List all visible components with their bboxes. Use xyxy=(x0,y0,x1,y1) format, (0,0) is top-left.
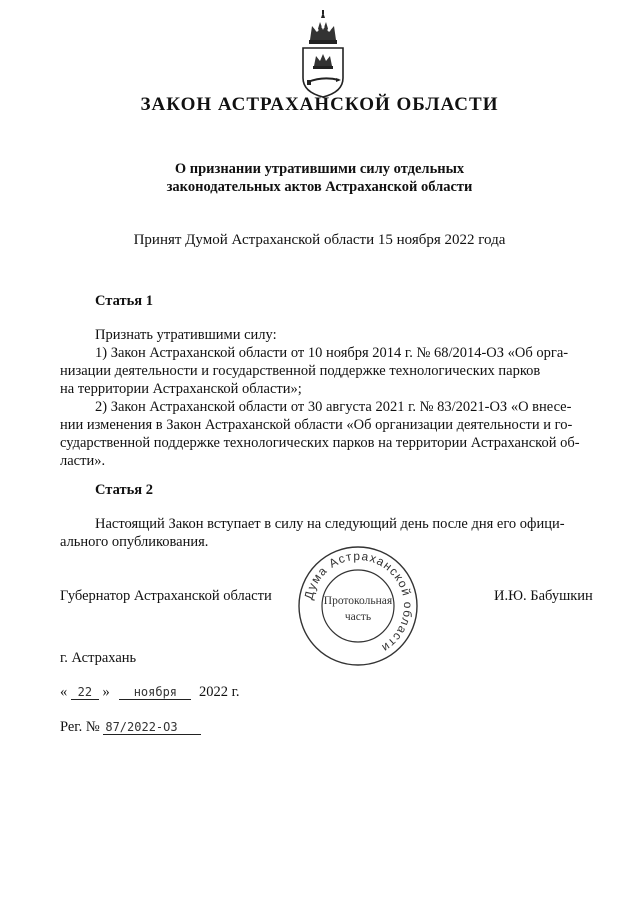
text-line: 2) Закон Астраханской области от 30 августа 2021 г. № 83/2021-ОЗ «О внесе- xyxy=(95,399,572,415)
signatory-name: И.Ю. Бабушкин xyxy=(494,588,593,604)
text-line: нии изменения в Закон Астраханской области «Об организации деятельности и го- xyxy=(60,417,573,433)
stamp-ring-text: Дума Астраханской области xyxy=(301,548,416,656)
text-line: Настоящий Закон вступает в силу на следующий день после дня его офици- xyxy=(95,516,565,532)
text-line: Признать утратившими силу: xyxy=(95,327,277,343)
text-line: на территории Астраханской области»; xyxy=(60,381,302,397)
stamp-center-text: Протокольная xyxy=(323,595,393,607)
registration-value: 87/2022-ОЗ xyxy=(103,720,201,735)
date-day: 22 xyxy=(71,685,99,700)
text-line: ального опубликования. xyxy=(60,534,209,550)
quote-open: « xyxy=(60,684,68,700)
text-line: 1) Закон Астраханской области от 10 ноября 2014 г. № 68/2014-ОЗ «Об орга- xyxy=(95,345,569,361)
article-1-heading: Статья 1 xyxy=(95,293,153,309)
law-subject-line: О признании утратившими силу отдельных xyxy=(174,161,465,177)
stamp-center-text: часть xyxy=(344,611,372,623)
law-subject xyxy=(0,160,639,196)
astrakhan-coat-of-arms-icon xyxy=(296,10,350,98)
signatory-position: Губернатор Астраханской области xyxy=(60,588,272,604)
official-stamp xyxy=(296,544,420,668)
article-1-body xyxy=(60,326,601,470)
registration-prefix: Рег. № xyxy=(60,719,100,735)
quote-close: » xyxy=(102,684,110,700)
coat-of-arms-emblem xyxy=(296,10,350,98)
city: г. Астрахань xyxy=(60,650,137,666)
date-month: ноября xyxy=(119,685,191,700)
text-line: сударственной поддержке технологических парков на территории Астраханской об- xyxy=(60,435,580,451)
text-line: низации деятельности и государственной поддержке технологических парков xyxy=(60,363,541,379)
stamp-seal-icon xyxy=(296,544,420,668)
law-subject-line: законодательных актов Астраханской области xyxy=(166,179,473,195)
article-2-heading: Статья 2 xyxy=(95,482,153,498)
adoption-statement: Принят Думой Астраханской области 15 ноября 2022 года xyxy=(133,232,506,248)
text-line: ласти». xyxy=(60,453,106,469)
date-line xyxy=(60,684,240,701)
law-title: ЗАКОН АСТРАХАНСКОЙ ОБЛАСТИ xyxy=(140,94,499,115)
date-year: 2022 г. xyxy=(199,684,240,700)
registration-number xyxy=(60,719,201,736)
